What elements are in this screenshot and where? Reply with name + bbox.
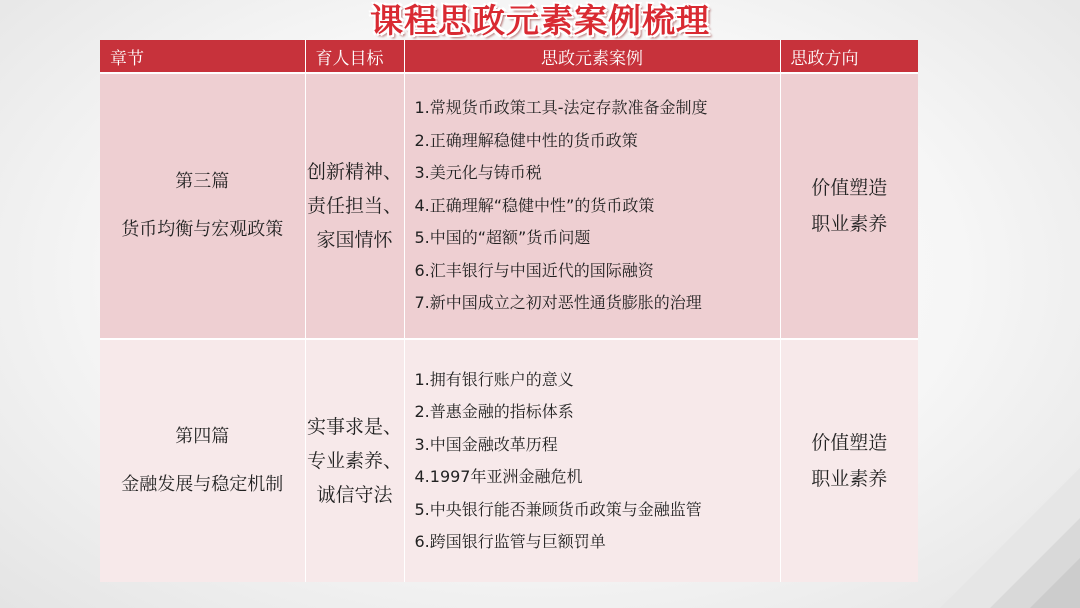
case-item: 6.跨国银行监管与巨额罚单	[414, 532, 606, 551]
cases-cell	[404, 73, 780, 339]
table-header-row	[100, 40, 918, 73]
case-item: 1.拥有银行账户的意义	[414, 369, 574, 389]
goal-item: 责任担当、	[306, 195, 402, 217]
case-item: 3.美元化与铸币税	[414, 163, 542, 183]
chapter-number: 第四篇	[175, 425, 230, 447]
case-item: 7.新中国成立之初对恶性通货膨胀的治理	[414, 293, 702, 313]
page-title: 课程思政元素案例梳理	[370, 1, 710, 40]
chapter-title: 金融发展与稳定机制	[121, 474, 284, 495]
case-item: 4.1997年亚洲金融危机	[414, 467, 583, 486]
case-item: 2.正确理解稳健中性的货币政策	[414, 130, 638, 150]
header-direction: 思政方向	[780, 40, 918, 73]
case-item: 5.中国的“超额”货币问题	[414, 228, 591, 248]
elements-table	[100, 40, 918, 582]
header-cases: 思政元素案例	[404, 40, 780, 73]
goal-item: 实事求是、	[306, 416, 402, 438]
goal-cell	[305, 339, 404, 582]
table-row	[100, 339, 918, 582]
direction-item: 职业素养	[811, 468, 888, 490]
case-item: 4.正确理解“稳健中性”的货币政策	[414, 195, 655, 215]
case-list	[415, 92, 779, 320]
case-item: 3.中国金融改革历程	[414, 434, 558, 454]
chapter-cell	[100, 339, 305, 582]
table-row	[100, 73, 918, 339]
direction-cell	[780, 339, 918, 582]
chapter-number: 第三篇	[175, 170, 230, 192]
header-goal: 育人目标	[305, 40, 404, 73]
case-item: 5.中央银行能否兼顾货币政策与金融监管	[414, 499, 702, 519]
direction-cell	[780, 73, 918, 339]
header-chapter: 章节	[100, 40, 305, 73]
goal-item: 专业素养、	[306, 450, 402, 472]
case-item: 1.常规货币政策工具-法定存款准备金制度	[414, 98, 708, 118]
case-list	[415, 364, 779, 559]
case-item: 2.普惠金融的指标体系	[414, 402, 574, 421]
chapter-cell	[100, 73, 305, 339]
goal-item: 家国情怀	[316, 229, 393, 251]
goal-cell	[305, 73, 404, 339]
direction-item: 价值塑造	[811, 432, 888, 454]
goal-item: 创新精神、	[306, 161, 402, 183]
chapter-title: 货币均衡与宏观政策	[121, 219, 284, 240]
case-item: 6.汇丰银行与中国近代的国际融资	[414, 260, 654, 280]
goal-item: 诚信守法	[316, 484, 393, 506]
direction-item: 职业素养	[811, 213, 888, 235]
direction-item: 价值塑造	[811, 177, 888, 199]
cases-cell	[404, 339, 780, 582]
